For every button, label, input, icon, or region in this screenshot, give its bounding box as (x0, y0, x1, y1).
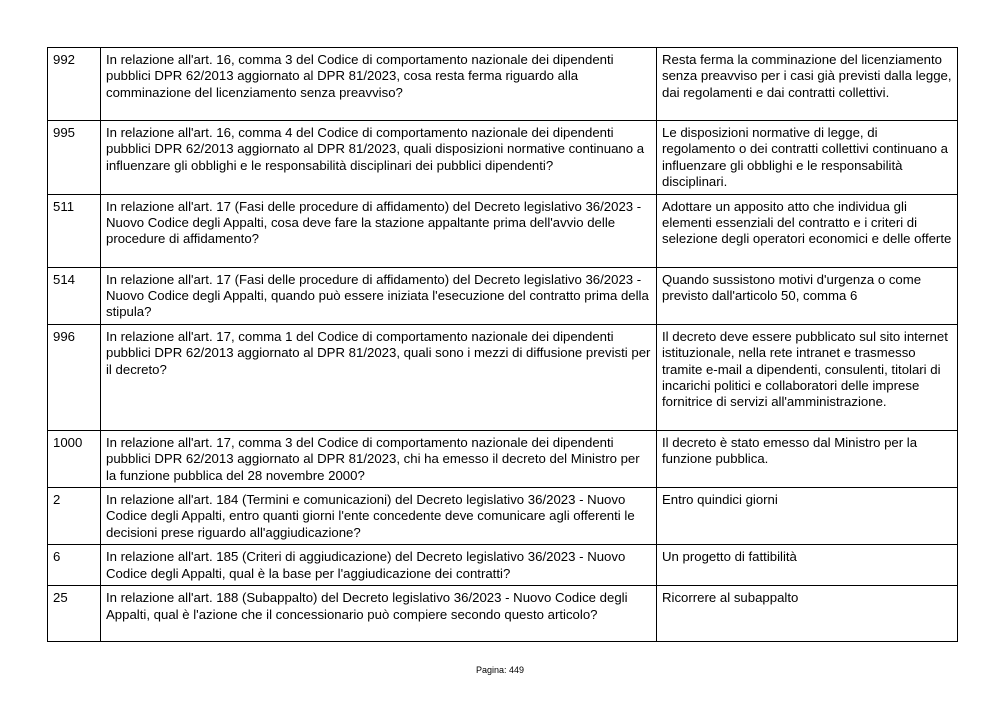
question-id: 514 (48, 267, 101, 324)
table-row (48, 586, 958, 642)
question-text: In relazione all'art. 16, comma 3 del Codice di comportamento nazionale dei dipendenti pubblici DPR 62/2013 aggiornato al DPR 81/2023, cosa resta ferma riguardo alla comminazione del licenziamento senza preavviso? (101, 48, 657, 121)
table-row (48, 267, 958, 324)
question-id: 996 (48, 324, 101, 430)
question-id: 511 (48, 194, 101, 267)
table-row (48, 324, 958, 430)
answer-text: Resta ferma la comminazione del licenziamento senza preavviso per i casi già previsti dalla legge, dai regolamenti e dai contratti collettivi. (657, 48, 958, 121)
answer-text: Ricorrere al subappalto (657, 586, 958, 642)
question-id: 25 (48, 586, 101, 642)
question-text: In relazione all'art. 17, comma 1 del Codice di comportamento nazionale dei dipendenti pubblici DPR 62/2013 aggiornato al DPR 81/2023, quali sono i mezzi di diffusione previsti per il decreto? (101, 324, 657, 430)
question-text: In relazione all'art. 188 (Subappalto) del Decreto legislativo 36/2023 - Nuovo Codice degli Appalti, qual è l'azione che il concessionario può compiere secondo questo articolo? (101, 586, 657, 642)
page-number: Pagina: 449 (475, 665, 525, 675)
question-text: In relazione all'art. 17, comma 3 del Codice di comportamento nazionale dei dipendenti pubblici DPR 62/2013 aggiornato al DPR 81/2023, chi ha emesso il decreto del Ministro per la funzione pubblica del 28 novembre 2000? (101, 430, 657, 487)
answer-text: Adottare un apposito atto che individua gli elementi essenziali del contratto e i criteri di selezione degli operatori economici e delle offerte (657, 194, 958, 267)
question-id: 1000 (48, 430, 101, 487)
table-row (48, 488, 958, 545)
answer-text: Le disposizioni normative di legge, di regolamento o dei contratti collettivi continuano a influenzare gli obblighi e le responsabilità disciplinari. (657, 121, 958, 195)
question-text: In relazione all'art. 16, comma 4 del Codice di comportamento nazionale dei dipendenti pubblici DPR 62/2013 aggiornato al DPR 81/2023, quali disposizioni normative continuano a influenzare gli obblighi e le responsabilità disciplinari dei pubblici dipendenti? (101, 121, 657, 195)
answer-text: Un progetto di fattibilità (657, 545, 958, 586)
answer-text: Il decreto è stato emesso dal Ministro per la funzione pubblica. (657, 430, 958, 487)
question-text: In relazione all'art. 184 (Termini e comunicazioni) del Decreto legislativo 36/2023 - Nuovo Codice degli Appalti, entro quanti giorni l'ente concedente deve comunicare agli offerenti le decisioni prese riguardo all'aggiudicazione? (101, 488, 657, 545)
questions-table-body (48, 48, 958, 642)
table-row (48, 121, 958, 195)
table-row (48, 194, 958, 267)
question-id: 2 (48, 488, 101, 545)
answer-text: Quando sussistono motivi d'urgenza o come previsto dall'articolo 50, comma 6 (657, 267, 958, 324)
table-row (48, 545, 958, 586)
question-id: 992 (48, 48, 101, 121)
question-id: 6 (48, 545, 101, 586)
answer-text: Il decreto deve essere pubblicato sul sito internet istituzionale, nella rete intranet e trasmesso tramite e-mail a dipendenti, consulenti, titolari di incarichi politici e collaboratori delle imprese fornitrice di servizi all'amministrazione. (657, 324, 958, 430)
table-row (48, 430, 958, 487)
answer-text: Entro quindici giorni (657, 488, 958, 545)
question-text: In relazione all'art. 17 (Fasi delle procedure di affidamento) del Decreto legislativo 36/2023 - Nuovo Codice degli Appalti, cosa deve fare la stazione appaltante prima dell'avvio delle procedure di affidamento? (101, 194, 657, 267)
question-id: 995 (48, 121, 101, 195)
question-text: In relazione all'art. 185 (Criteri di aggiudicazione) del Decreto legislativo 36/2023 - Nuovo Codice degli Appalti, qual è la base per l'aggiudicazione dei contratti? (101, 545, 657, 586)
table-row (48, 48, 958, 121)
questions-table (47, 47, 958, 642)
question-text: In relazione all'art. 17 (Fasi delle procedure di affidamento) del Decreto legislativo 36/2023 - Nuovo Codice degli Appalti, quando può essere iniziata l'esecuzione del contratto prima della stipula? (101, 267, 657, 324)
